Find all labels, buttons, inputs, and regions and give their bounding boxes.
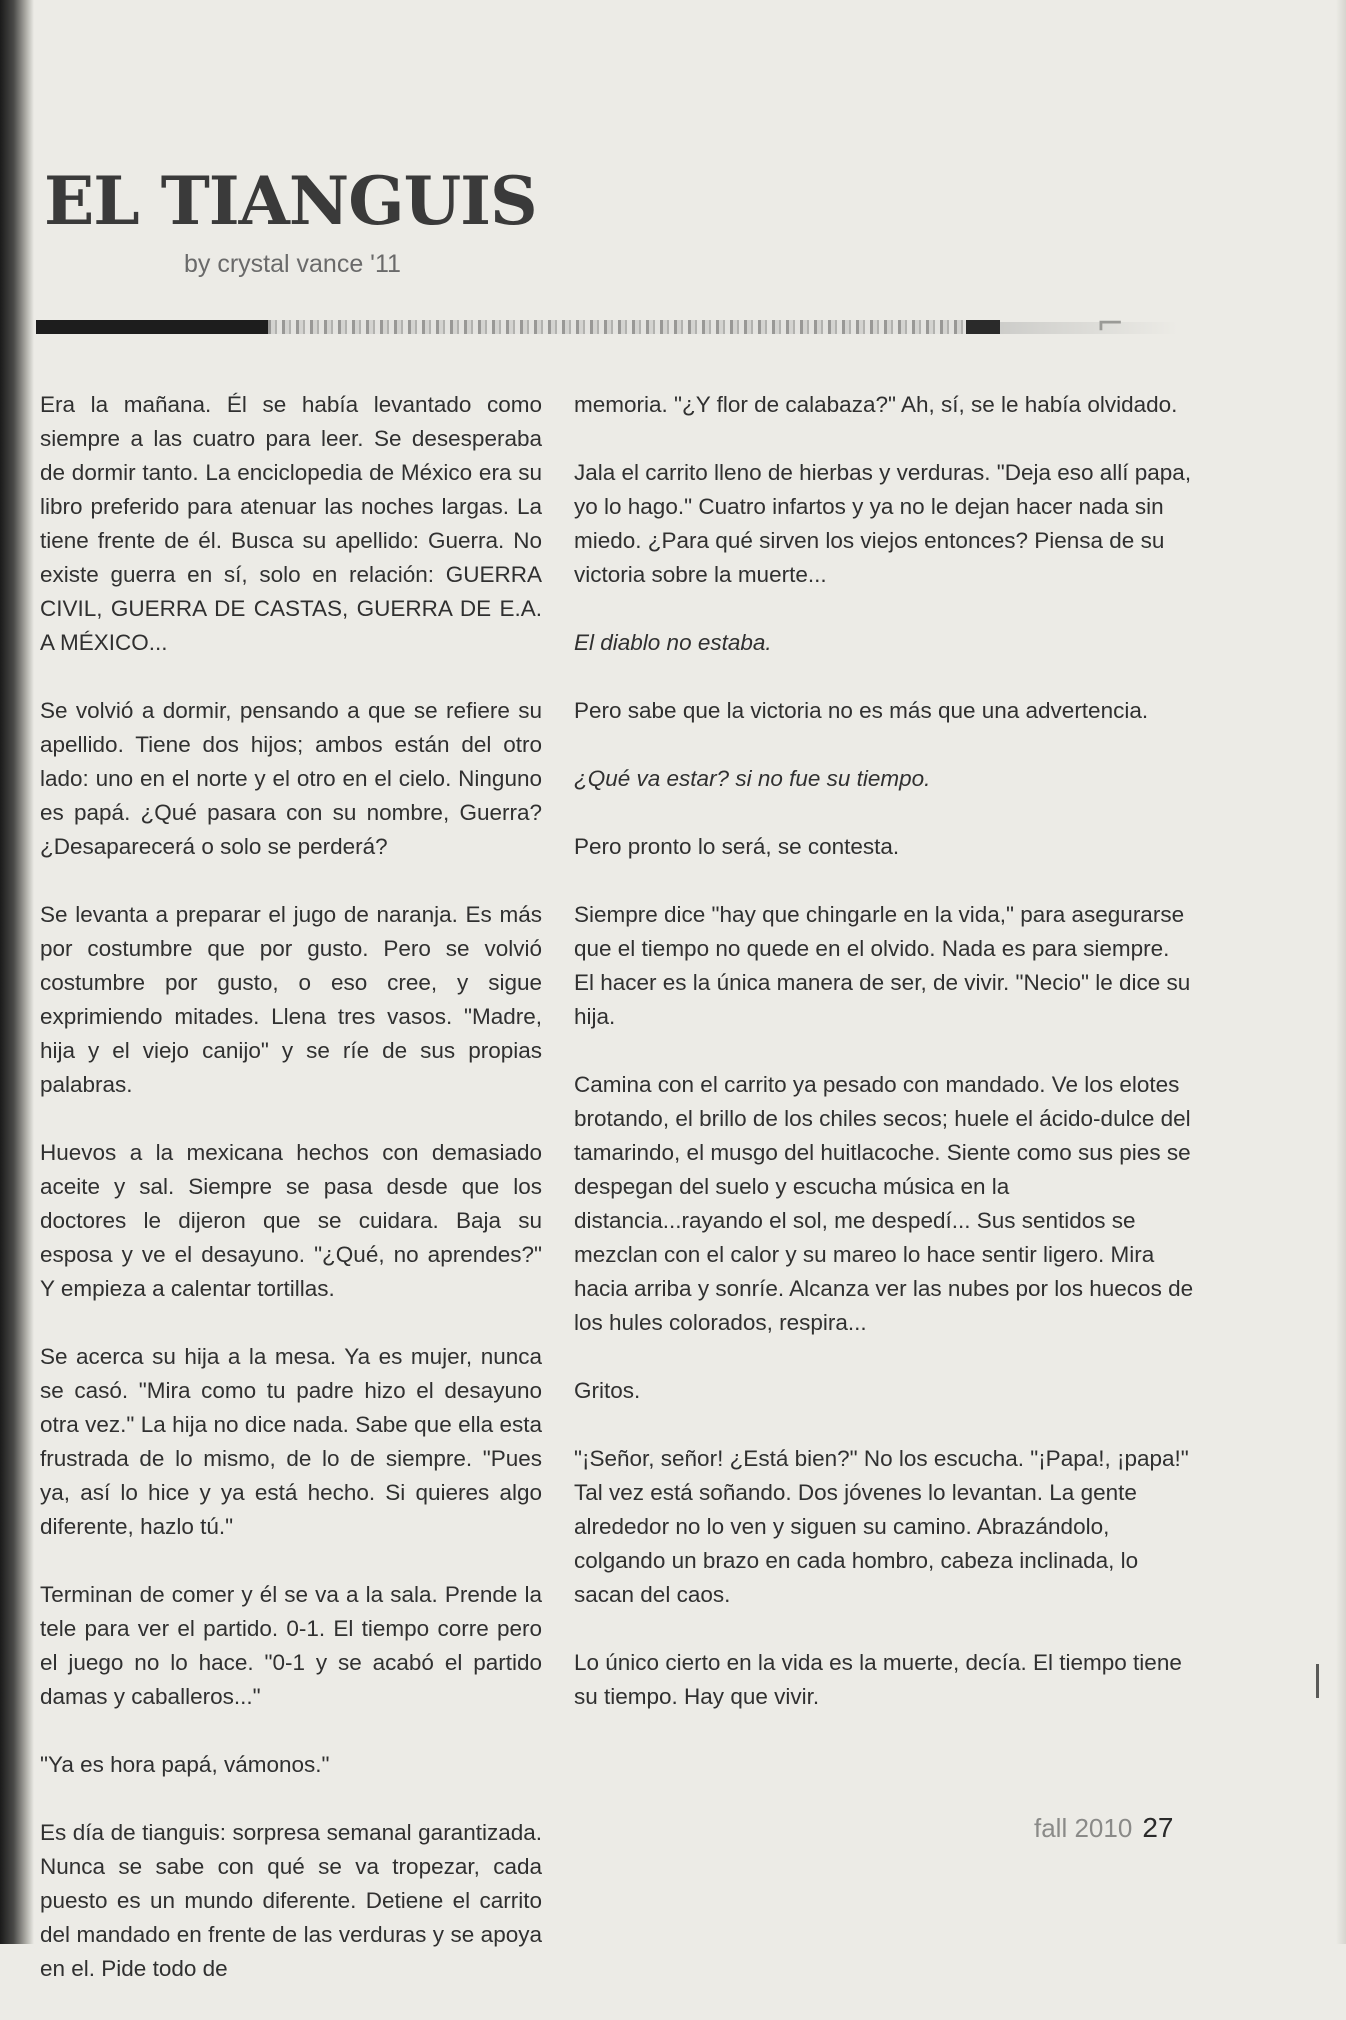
paragraph: Camina con el carrito ya pesado con mandado. Ve los elotes brotando, el brillo de los chiles secos; huele el ácido-dulce del tamarindo, el musgo del huitlacoche. Siente como sus pies se despegan del suelo y escucha música en la distancia...rayando el sol, me despedí... Sus sentidos se mezclan con el calor y su mareo lo hace sentir ligero. Mira hacia arriba y sonríe. Alcanza ver las nubes por los huecos de los hules colorados, respira... (574, 1072, 1194, 1335)
paragraph: Huevos a la mexicana hechos con demasiado aceite y sal. Siempre se pasa desde que los doctores le dijeron que se cuidara. Baja su esposa y ve el desayuno. "¿Qué, no aprendes?" Y empieza a calentar tortillas. (40, 1140, 542, 1301)
page-number: 27 (1142, 1812, 1174, 1843)
paragraph: Se levanta a preparar el jugo de naranja. Es más por costumbre que por gusto. Pero se volvió costumbre por gusto, o eso cree, y sigue exprimiendo mitades. Llena tres vasos. "Madre, hija y el viejo canijo" y se ríe de sus propias palabras. (40, 902, 542, 1097)
article-byline: by crystal vance '11 (184, 250, 401, 278)
rule-block-segment (966, 320, 1000, 334)
paragraph: Jala el carrito lleno de hierbas y verduras. "Deja eso allí papa, yo lo hago." Cuatro infartos y ya no le dejan hacer nada sin miedo. ¿Para qué sirven los viejos entonces? Piensa de su victoria sobre la muerte... (574, 460, 1192, 587)
left-column (40, 388, 542, 2020)
paragraph: Se volvió a dormir, pensando a que se refiere su apellido. Tiene dos hijos; ambos están del otro lado: uno en el norte y el otro en el cielo. Ninguno es papá. ¿Qué pasara con su nombre, Guerra? ¿Desaparecerá o solo se perderá? (40, 698, 542, 859)
italic-paragraph: El diablo no estaba. (574, 630, 772, 655)
right-column (574, 388, 1194, 1748)
decorative-glyph-icon: ⌐ (1096, 304, 1125, 344)
paragraph: Se acerca su hija a la mesa. Ya es mujer, nunca se casó. "Mira como tu padre hizo el desayuno otra vez." La hija no dice nada. Sabe que ella esta frustrada de lo mismo, de lo de siempre. "Pues ya, así lo hice y ya está hecho. Si quieres algo diferente, hazlo tú." (40, 1344, 542, 1539)
paragraph: Gritos. (574, 1378, 641, 1403)
decorative-rule (36, 312, 1196, 336)
paragraph: "Ya es hora papá, vámonos." (40, 1752, 330, 1777)
paragraph: Pero sabe que la victoria no es más que una advertencia. (574, 698, 1149, 723)
paragraph: Terminan de comer y él se va a la sala. Prende la tele para ver el partido. 0-1. El tiempo corre pero el juego no lo hace. "0-1 y se acabó el partido damas y caballeros..." (40, 1582, 542, 1709)
article-title: EL TIANGUIS (44, 162, 537, 240)
paragraph: Pero pronto lo será, se contesta. (574, 834, 900, 859)
paragraph: Es día de tianguis: sorpresa semanal garantizada. Nunca se sabe con qué se va tropezar, cada puesto es un mundo diferente. Detiene el carrito del mandado en frente de las verduras y se apoya en el. Pide todo de (40, 1820, 542, 1981)
issue-label: fall 2010 (1034, 1813, 1133, 1843)
margin-mark (1316, 1664, 1319, 1698)
rule-fade-segment (978, 322, 1178, 334)
paragraph: "¡Señor, señor! ¿Está bien?" No los escucha. "¡Papa!, ¡papa!" Tal vez está soñando. Dos jóvenes lo levantan. La gente alrededor no lo ven y siguen su camino. Abrazándolo, colgando un brazo en cada hombro, cabeza inclinada, lo sacan del caos. (574, 1446, 1189, 1607)
italic-paragraph: ¿Qué va estar? si no fue su tiempo. (574, 766, 931, 791)
book-spine-shadow (0, 0, 34, 1944)
paragraph: Era la mañana. Él se había levantado como siempre a las cuatro para leer. Se desesperaba de dormir tanto. La enciclopedia de México era su libro preferido para atenuar las noches largas. La tiene frente de él. Busca su apellido: Guerra. No existe guerra en sí, solo en relación: GUERRA CIVIL, GUERRA DE CASTAS, GUERRA DE E.A. A MÉXICO... (40, 392, 542, 655)
page-edge (1336, 0, 1346, 1944)
rule-thick-segment (36, 320, 268, 334)
paragraph: Lo único cierto en la vida es la muerte, decía. El tiempo tiene su tiempo. Hay que vivir. (574, 1650, 1182, 1709)
page-footer (1034, 1812, 1173, 1844)
rule-textured-segment (268, 320, 978, 334)
paragraph: Siempre dice "hay que chingarle en la vida," para asegurarse que el tiempo no quede en el olvido. Nada es para siempre. El hacer es la única manera de ser, de vivir. "Necio" le dice su hija. (574, 902, 1191, 1029)
paragraph: memoria. "¿Y flor de calabaza?" Ah, sí, se le había olvidado. (574, 392, 1178, 417)
